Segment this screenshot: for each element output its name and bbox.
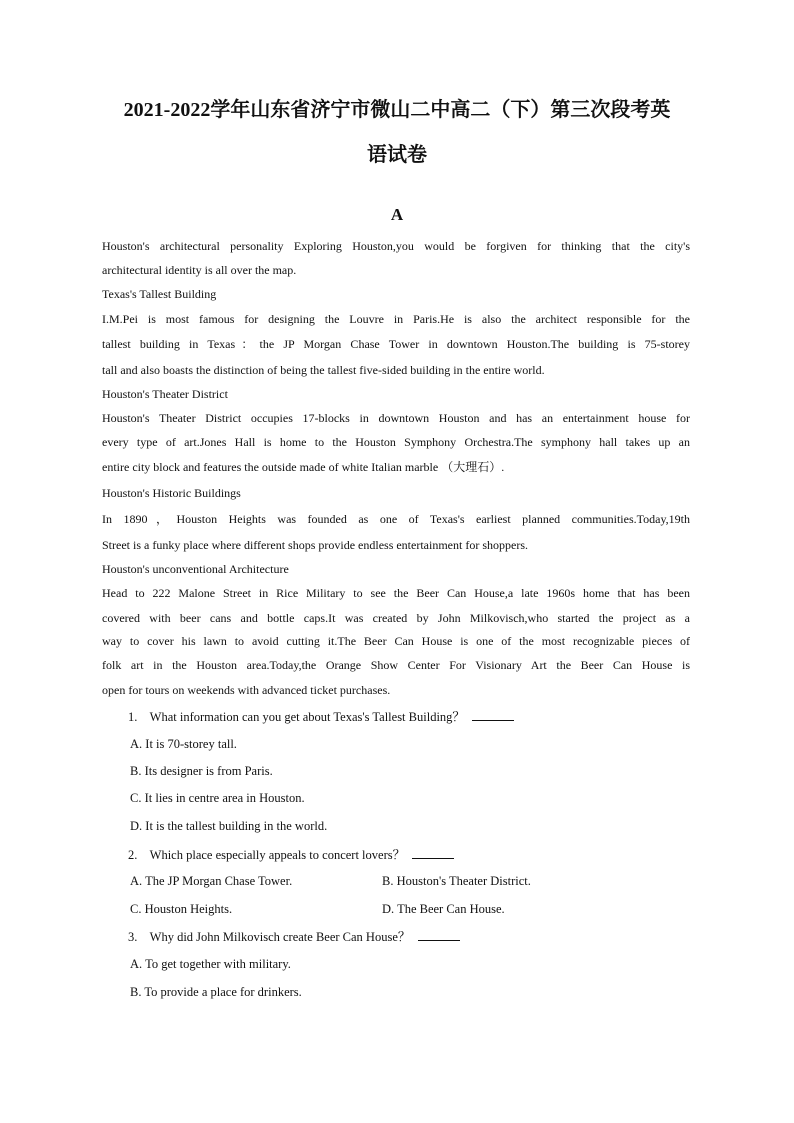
option-text: Its designer is from Paris. <box>144 764 273 778</box>
option-1c <box>130 790 305 806</box>
option-text: It is the tallest building in the world. <box>145 819 328 833</box>
option-label: D. <box>382 902 395 916</box>
passage-line: Street is a funky place where different shops provide endless entertainment for shoppers. <box>102 538 528 552</box>
passage-line: folk art in the Houston area.Today,the Orange Show Center For Visionary Art the Beer Can House is <box>102 658 690 672</box>
question-text: What information can you get about Texas's Tallest Building？ <box>149 710 465 724</box>
passage-line: way to cover his lawn to avoid cutting it.The Beer Can House is one of the most recognizable pieces of <box>102 634 690 648</box>
option-text: It is 70-storey tall. <box>145 737 237 751</box>
passage-line: I.M.Pei is most famous for designing the Louvre in Paris.He is also the architect responsible for the <box>102 312 690 326</box>
passage-line: entire city block and features the outside made of white Italian marble （大理石）. <box>102 460 505 474</box>
question-number: 1. <box>128 710 138 724</box>
question-2 <box>128 846 454 863</box>
passage-line: covered with beer cans and bottle caps.It was created by John Milkovisch,who started the project as a <box>102 611 690 625</box>
option-2d <box>382 901 505 917</box>
passage-line: tallest building in Texas：the JP Morgan Chase Tower in downtown Houston.The building is 75-storey <box>102 337 690 351</box>
option-label: A. <box>130 874 143 888</box>
option-label: A. <box>130 737 143 751</box>
exam-title-line-1: 2021-2022学年山东省济宁市微山二中高二（下）第三次段考英 <box>123 99 671 121</box>
option-3b <box>130 984 302 1000</box>
option-text: To provide a place for drinkers. <box>144 985 302 999</box>
option-2b <box>382 873 531 889</box>
option-label: B. <box>382 874 394 888</box>
section-heading: A <box>390 205 404 224</box>
passage-subheading: Texas's Tallest Building <box>102 287 217 301</box>
passage-line: In 1890，Houston Heights was founded as one of Texas's earliest planned communities.Today,19th <box>102 512 690 526</box>
option-label: C. <box>130 902 142 916</box>
question-number: 2. <box>128 848 138 862</box>
exam-title-line-2: 语试卷 <box>367 144 427 166</box>
passage-line: Houston's Theater District occupies 17-blocks in downtown Houston and has an entertainment house for <box>102 411 690 425</box>
passage-subheading: Houston's Historic Buildings <box>102 486 241 500</box>
option-text: The Beer Can House. <box>397 902 505 916</box>
option-text: The JP Morgan Chase Tower. <box>145 874 293 888</box>
question-1 <box>128 708 514 725</box>
question-3 <box>128 928 460 945</box>
option-text: Houston's Theater District. <box>396 874 531 888</box>
passage-line: Houston's architectural personality Exploring Houston,you would be forgiven for thinking that the city's <box>102 239 690 253</box>
answer-blank[interactable] <box>418 928 460 941</box>
option-2c <box>130 901 232 917</box>
option-label: C. <box>130 791 142 805</box>
option-2a <box>130 873 292 889</box>
option-1d <box>130 818 327 834</box>
option-label: A. <box>130 957 143 971</box>
option-label: B. <box>130 764 142 778</box>
answer-blank[interactable] <box>412 846 454 859</box>
option-text: Houston Heights. <box>144 902 233 916</box>
passage-subheading: Houston's Theater District <box>102 387 228 401</box>
option-label: D. <box>130 819 143 833</box>
passage-line: open for tours on weekends with advanced ticket purchases. <box>102 683 391 697</box>
passage-line: every type of art.Jones Hall is home to the Houston Symphony Orchestra.The symphony hall takes up an <box>102 435 690 449</box>
option-3a <box>130 956 291 972</box>
passage-line: tall and also boasts the distinction of being the tallest five-sided building in the entire world. <box>102 363 545 377</box>
option-text: It lies in centre area in Houston. <box>144 791 305 805</box>
question-text: Which place especially appeals to concert lovers？ <box>149 848 406 862</box>
answer-blank[interactable] <box>472 708 514 721</box>
option-1b <box>130 763 273 779</box>
question-text: Why did John Milkovisch create Beer Can House？ <box>149 930 411 944</box>
option-text: To get together with military. <box>145 957 291 971</box>
option-1a <box>130 736 237 752</box>
option-label: B. <box>130 985 142 999</box>
passage-subheading: Houston's unconventional Architecture <box>102 562 289 576</box>
passage-line: architectural identity is all over the map. <box>102 263 297 277</box>
passage-line: Head to 222 Malone Street in Rice Military to see the Beer Can House,a late 1960s home that has been <box>102 586 690 600</box>
question-number: 3. <box>128 930 138 944</box>
